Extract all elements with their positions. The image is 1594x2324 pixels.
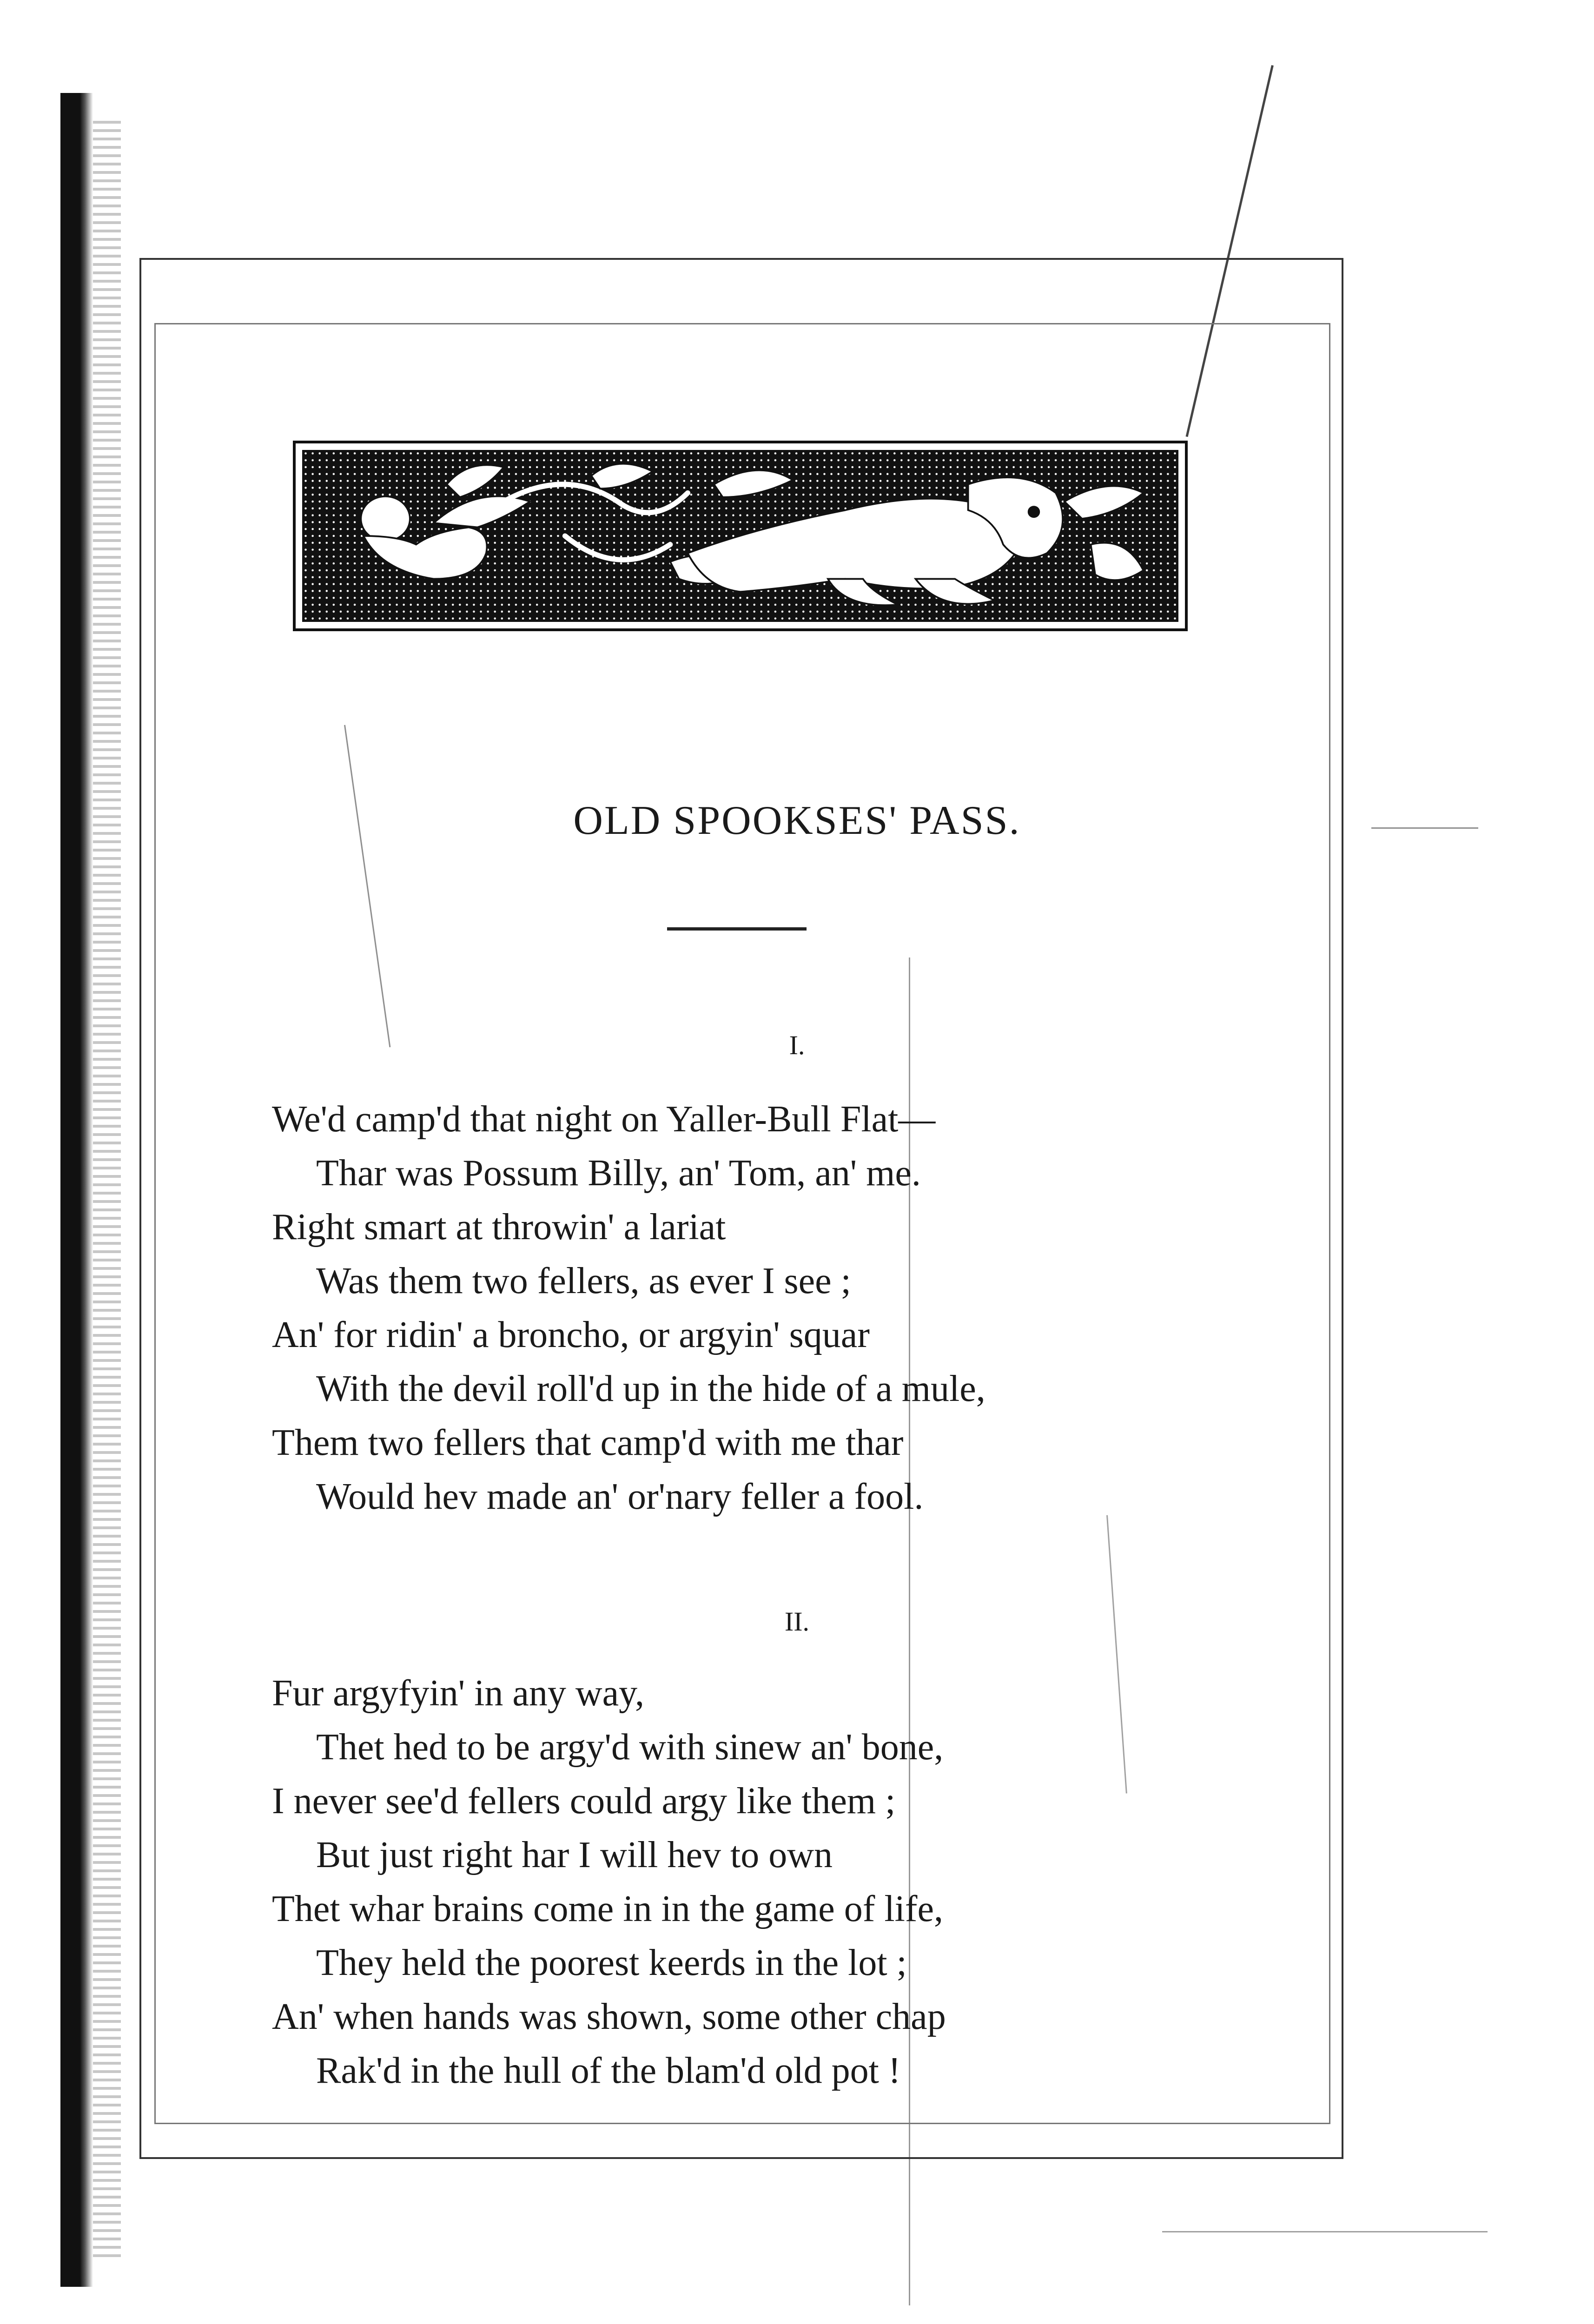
poem-line: With the devil roll'd up in the hide of a mule, (316, 1368, 986, 1409)
poem-line: Rak'd in the hull of the blam'd old pot ! (316, 2050, 901, 2091)
ornament-artwork (302, 450, 1178, 622)
poem-line: An' when hands was shown, some other chap (272, 1996, 946, 2037)
poem-line: An' for ridin' a broncho, or argyin' squar (272, 1314, 870, 1355)
poem-line: Right smart at throwin' a lariat (272, 1207, 726, 1248)
poem-line: Was them two fellers, as ever I see ; (316, 1261, 851, 1301)
poem-line: They held the poorest keerds in the lot ; (316, 1942, 907, 1983)
poem-line: Fur argyfyin' in any way, (272, 1673, 644, 1714)
poem-line: Them two fellers that camp'd with me thar (272, 1422, 904, 1463)
poem-title: OLD SPOOKSES' PASS. (573, 798, 1021, 843)
stanza-1 (272, 1092, 1248, 1524)
poem-line: But just right har I will hev to own (316, 1835, 833, 1875)
poem-line: I never see'd fellers could argy like them ; (272, 1781, 896, 1822)
poem-line: Would hev made an' or'nary feller a fool. (316, 1476, 924, 1517)
stanza-2 (272, 1666, 1248, 2098)
scan-scratch (1162, 2231, 1488, 2232)
poem-line: Thet whar brains come in in the game of life, (272, 1888, 943, 1929)
title-rule (667, 927, 807, 931)
page-binding-edge (60, 93, 93, 2287)
poem-line: Thet hed to be argy'd with sinew an' bone, (316, 1727, 944, 1768)
section-number: I. (789, 1030, 805, 1060)
poem-line: Thar was Possum Billy, an' Tom, an' me. (316, 1153, 921, 1194)
page-binding-texture (93, 121, 121, 2259)
poem-line: We'd camp'd that night on Yaller-Bull Flat— (272, 1099, 936, 1140)
headpiece-ornament (293, 441, 1188, 631)
section-number: II. (784, 1606, 810, 1637)
